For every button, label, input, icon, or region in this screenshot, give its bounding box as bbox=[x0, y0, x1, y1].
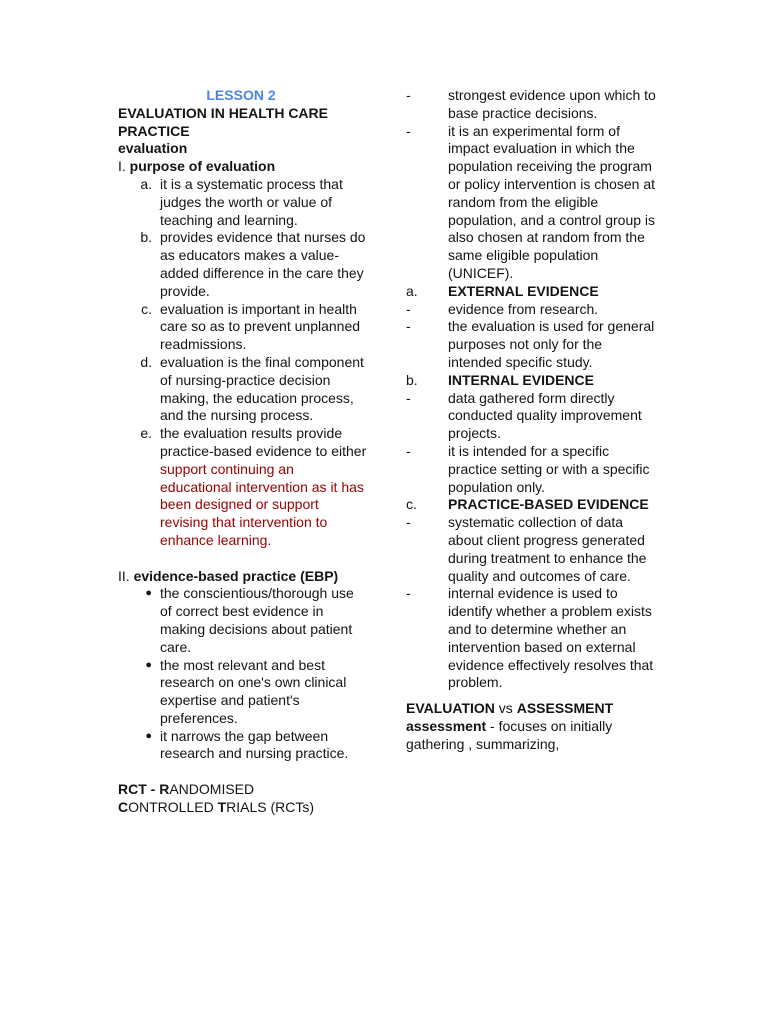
subtitle: evaluation bbox=[118, 140, 188, 157]
left-column bbox=[118, 87, 368, 817]
bullet-icon: ● bbox=[145, 587, 152, 600]
assessment-definition bbox=[406, 718, 656, 754]
list-item bbox=[406, 301, 656, 319]
rct-part: C bbox=[118, 798, 129, 815]
section-number: II. bbox=[118, 567, 134, 584]
rct-part: RIALS (RCTs) bbox=[226, 798, 315, 815]
list-item bbox=[118, 728, 368, 764]
list-text: the conscientious/thorough use of correct best evidence in making decisions about patient care. bbox=[160, 585, 354, 655]
list-text: it is a systematic process that judges the worth or value of teaching and learning. bbox=[160, 175, 343, 228]
list-text: the evaluation is used for general purposes not only for the intended specific study. bbox=[448, 318, 655, 370]
list-text bbox=[160, 425, 368, 550]
lesson-label: LESSON 2 bbox=[206, 87, 276, 103]
section-number: I. bbox=[118, 158, 130, 175]
heading-term: ASSESSMENT bbox=[516, 700, 614, 717]
list-item bbox=[118, 354, 368, 425]
list-marker: c. bbox=[141, 300, 152, 317]
subheading bbox=[406, 283, 656, 301]
list-text: data gathered form directly conducted quality improvement projects. bbox=[448, 389, 642, 442]
list-item bbox=[118, 229, 368, 300]
list-marker: b. bbox=[406, 371, 418, 388]
rct-part: ONTROLLED bbox=[128, 798, 218, 815]
dash-marker: - bbox=[406, 300, 411, 317]
list-item bbox=[118, 301, 368, 354]
list-marker: e. bbox=[140, 425, 152, 442]
list-marker: a. bbox=[406, 282, 418, 299]
list-text: evaluation is important in health care so as to prevent unplanned readmissions. bbox=[160, 300, 361, 353]
highlighted-text: support continuing an educational intervention as it has been designed or support revising that intervention to enhance learning. bbox=[160, 460, 364, 548]
list-item bbox=[406, 390, 656, 443]
list-marker: a. bbox=[140, 175, 152, 192]
list-text: it narrows the gap between research and nursing practice. bbox=[160, 727, 349, 762]
list-item bbox=[118, 425, 368, 550]
subheading-text: EXTERNAL EVIDENCE bbox=[448, 282, 599, 299]
list-item bbox=[406, 443, 656, 496]
section-title: purpose of evaluation bbox=[129, 158, 276, 175]
subheading-text: PRACTICE-BASED EVIDENCE bbox=[448, 496, 649, 513]
bullet-icon: ● bbox=[145, 658, 152, 671]
rct-part: T bbox=[217, 798, 227, 815]
practice-based-evidence-section bbox=[406, 496, 656, 692]
right-column bbox=[406, 87, 656, 753]
subheading bbox=[406, 496, 656, 514]
dash-marker: - bbox=[406, 442, 411, 459]
rct-list bbox=[406, 87, 656, 283]
rct-part: ANDOMISED bbox=[169, 781, 255, 798]
list-marker: d. bbox=[140, 353, 152, 370]
list-text: internal evidence is used to identify whether a problem exists and to determine whether an intervention based on external evidence effectively resolves that problem. bbox=[448, 585, 654, 691]
list-text: the most relevant and best research on one's own clinical expertise and patient's preferences. bbox=[160, 656, 347, 726]
definition-text: - focuses on initially gathering , summarizing, bbox=[406, 717, 613, 752]
list-item bbox=[406, 318, 656, 371]
subheading-text: INTERNAL EVIDENCE bbox=[448, 371, 594, 388]
list-text: it is an experimental form of impact evaluation in which the population receiving the program or policy intervention is chosen at random from the eligible population, and a control group is also chosen at random from the same eligible population (UNICEF). bbox=[448, 122, 656, 281]
section-heading-purpose bbox=[118, 158, 368, 176]
rct-heading bbox=[118, 781, 368, 817]
ebp-list bbox=[118, 585, 368, 763]
dash-marker: - bbox=[406, 389, 411, 406]
list-text: provides evidence that nurses do as educators makes a value-added difference in the care they provide. bbox=[160, 229, 366, 299]
internal-evidence-section bbox=[406, 372, 656, 497]
dash-marker: - bbox=[406, 87, 411, 103]
subheading bbox=[406, 372, 656, 390]
definition-term: assessment bbox=[406, 717, 487, 734]
list-marker: c. bbox=[406, 496, 417, 513]
list-item bbox=[118, 657, 368, 728]
list-text: strongest evidence upon which to base practice decisions. bbox=[448, 87, 656, 121]
list-text: evaluation is the final component of nursing-practice decision making, the education process, and the nursing process. bbox=[160, 353, 364, 424]
section-heading-ebp bbox=[118, 568, 368, 586]
heading-term: EVALUATION bbox=[406, 700, 495, 717]
dash-marker: - bbox=[406, 122, 411, 139]
list-item bbox=[406, 87, 656, 123]
list-item bbox=[406, 123, 656, 283]
rct-part: RCT - R bbox=[118, 781, 170, 798]
list-marker: b. bbox=[140, 229, 152, 246]
list-item bbox=[406, 514, 656, 585]
list-text: systematic collection of data about client progress generated during treatment to enhance the quality and outcomes of care. bbox=[448, 514, 647, 584]
purpose-list bbox=[118, 176, 368, 550]
dash-marker: - bbox=[406, 514, 411, 531]
list-item bbox=[118, 585, 368, 656]
list-item bbox=[406, 585, 656, 692]
bullet-icon: ● bbox=[145, 729, 152, 742]
evaluation-vs-assessment-heading bbox=[406, 700, 656, 718]
document-title: EVALUATION IN HEALTH CARE PRACTICE bbox=[118, 104, 328, 139]
list-text: it is intended for a specific practice setting or with a specific population only. bbox=[448, 442, 650, 495]
heading-connector: vs bbox=[494, 700, 517, 717]
external-evidence-section bbox=[406, 283, 656, 372]
list-item bbox=[118, 176, 368, 229]
dash-marker: - bbox=[406, 318, 411, 335]
dash-marker: - bbox=[406, 585, 411, 602]
section-title: evidence-based practice (EBP) bbox=[133, 567, 339, 584]
item-text: the evaluation results provide practice-based evidence to either bbox=[160, 425, 367, 459]
list-text: evidence from research. bbox=[448, 300, 599, 317]
